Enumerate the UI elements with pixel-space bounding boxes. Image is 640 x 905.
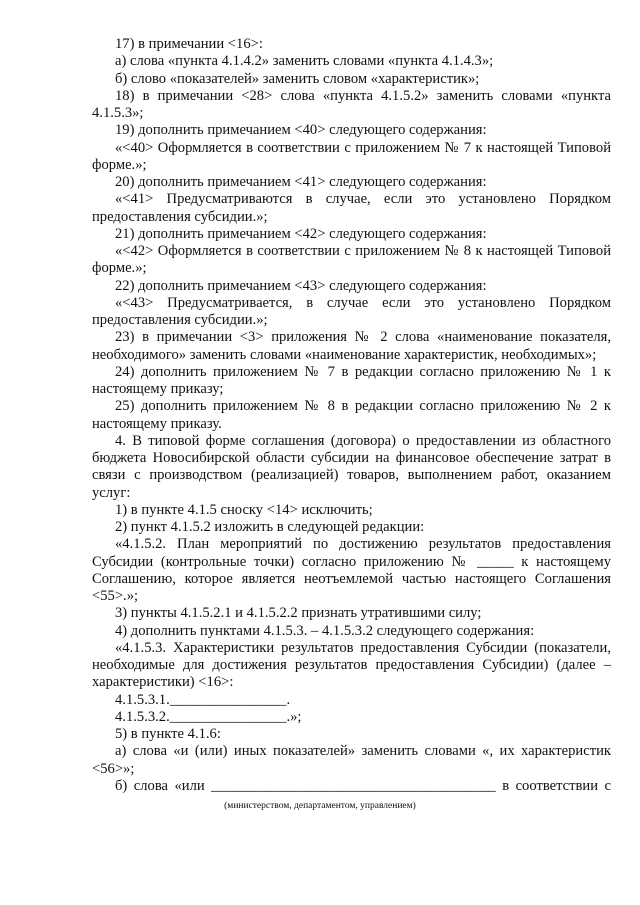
paragraph: 21) дополнить примечанием <42> следующего содержания: — [115, 225, 487, 242]
paragraph: «<43> Предусматривается, в случае если это установлено Порядком предоставления субсидии.»; — [92, 294, 611, 328]
paragraph: 19) дополнить примечанием <40> следующего содержания: — [115, 122, 487, 139]
paragraph: 2) пункт 4.1.5.2 изложить в следующей редакции: — [115, 519, 425, 535]
document-page — [92, 36, 611, 795]
paragraph: 18) в примечании <28> слова «пункта 4.1.5.2» заменить словами «пункта 4.1.5.3»; — [92, 87, 611, 121]
paragraph: «<40> Оформляется в соответствии с приложением № 7 к настоящей Типовой форме.»; — [92, 139, 611, 173]
paragraph: 4.1.5.3.2.________________.»; — [115, 708, 302, 725]
paragraph: а) слова «пункта 4.1.4.2» заменить словами «пункта 4.1.4.3»; — [115, 53, 494, 70]
paragraph: 22) дополнить примечанием <43> следующего содержания: — [115, 277, 487, 294]
paragraph: «4.1.5.3. Характеристики результатов предоставления Субсидии (показатели, необходимые для достижения результатов предоставления Субсидии) (далее – характеристики) <16>: — [92, 639, 611, 691]
paragraph: 17) в примечании <16>: — [115, 36, 263, 52]
paragraph: 20) дополнить примечанием <41> следующего содержания: — [115, 174, 487, 190]
paragraph: б) слово «показателей» заменить словом «характеристик»; — [115, 70, 480, 87]
paragraph: 24) дополнить приложением № 7 в редакции согласно приложению № 1 к настоящему приказу; — [92, 363, 611, 397]
paragraph: 4) дополнить пунктами 4.1.5.3. – 4.1.5.3.2 следующего содержания: — [115, 622, 535, 639]
paragraph: «<41> Предусматриваются в случае, если это установлено Порядком предоставления субсидии.»; — [92, 191, 611, 225]
paragraph: 5) в пункте 4.1.6: — [115, 726, 221, 742]
paragraph: «<42> Оформляется в соответствии с приложением № 8 к настоящей Типовой форме.»; — [92, 243, 611, 277]
paragraph: 3) пункты 4.1.5.2.1 и 4.1.5.2.2 признать утратившими силу; — [115, 605, 482, 622]
paragraph: 25) дополнить приложением № 8 в редакции согласно приложению № 2 к настоящему приказу. — [92, 398, 611, 432]
field-caption: (министерством, департаментом, управлением) — [224, 801, 416, 811]
paragraph: 4. В типовой форме соглашения (договора) о предоставлении из областного бюджета Новосибирской области субсидии на финансовое обеспечение затрат в связи с производством (реализацией) товаров, выполнением работ, оказанием услуг: — [92, 432, 611, 501]
paragraph: 23) в примечании <3> приложения № 2 слова «наименование показателя, необходимого» заменить словами «наименование характеристик, необходимых»; — [92, 329, 611, 363]
paragraph: б) слова «или _______________________________________ в соответствии с — [115, 777, 611, 794]
paragraph: 4.1.5.3.1.________________. — [115, 691, 291, 708]
paragraph: а) слова «и (или) иных показателей» заменить словами «, их характеристик <56>»; — [92, 743, 611, 777]
paragraph: «4.1.5.2. План мероприятий по достижению результатов предоставления Субсидии (контрольные точки) согласно приложению № _____ к настоящему Соглашению, которое является неотъемлемой частью настоящего Соглашения <55>.»; — [92, 536, 611, 604]
paragraph: 1) в пункте 4.1.5 сноску <14> исключить; — [115, 501, 373, 518]
